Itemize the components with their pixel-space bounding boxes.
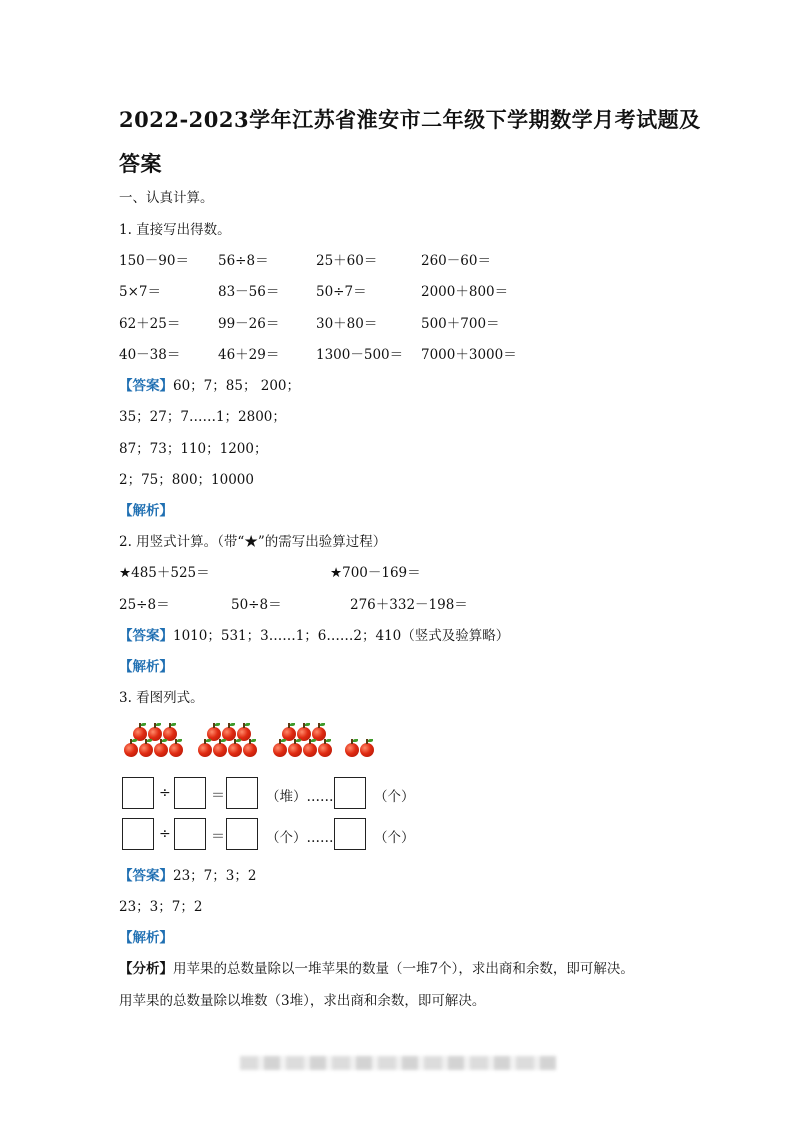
q1-item: 150－90＝ xyxy=(119,253,189,269)
unit-label: （堆）…… xyxy=(266,789,334,805)
q1-answer-line: 87；73；110；1200； xyxy=(119,441,268,457)
apple-icon xyxy=(213,743,227,757)
fenxi-tag: 【分析】 xyxy=(119,961,173,977)
analysis-tag: 【解析】 xyxy=(119,930,173,946)
equals-sign: ＝ xyxy=(211,788,225,804)
answer-box[interactable] xyxy=(334,818,366,850)
q3-heading: 3. 看图列式。 xyxy=(119,690,204,706)
q1-item: 30＋80＝ xyxy=(316,316,378,332)
blurred-footer xyxy=(240,1056,556,1070)
apple-icon xyxy=(243,743,257,757)
answer-box[interactable] xyxy=(226,818,258,850)
unit-label: （个） xyxy=(374,830,415,846)
q1-item: 260－60＝ xyxy=(421,253,491,269)
q1-item: 1300－500＝ xyxy=(316,347,404,363)
q2-answer-line xyxy=(119,624,509,644)
q1-item: 25＋60＝ xyxy=(316,253,378,269)
analysis-tag: 【解析】 xyxy=(119,503,173,519)
apple-icon xyxy=(318,743,332,757)
apple-icon xyxy=(360,743,374,757)
answer-tag: 【答案】 xyxy=(119,628,173,644)
q1-item: 50÷7＝ xyxy=(316,284,367,300)
q2-item: 50÷8＝ xyxy=(231,597,282,613)
q2-item: ★700－169＝ xyxy=(330,565,421,581)
q1-answer-line: 35；27；7……1；2800； xyxy=(119,409,286,425)
answer-box[interactable] xyxy=(122,777,154,809)
apple-icon xyxy=(169,743,183,757)
q2-item: 276＋332－198＝ xyxy=(350,597,468,613)
q1-item: 2000＋800＝ xyxy=(421,284,509,300)
q1-item: 56÷8＝ xyxy=(218,253,269,269)
apple-icon xyxy=(345,743,359,757)
q1-item: 62＋25＝ xyxy=(119,316,181,332)
apple-icon xyxy=(198,743,212,757)
answer-box[interactable] xyxy=(122,818,154,850)
section-heading: 一、认真计算。 xyxy=(119,190,214,206)
divide-sign: ÷ xyxy=(159,785,171,801)
q1-answer-line: 2；75；800；10000 xyxy=(119,472,254,488)
apple-icon xyxy=(273,743,287,757)
page-title: 2022-2023学年江苏省淮安市二年级下学期数学月考试题及 xyxy=(119,107,701,132)
q1-item: 40－38＝ xyxy=(119,347,181,363)
q1-item: 7000＋3000＝ xyxy=(421,347,517,363)
fenxi-text: 用苹果的总数量除以一堆苹果的数量（一堆7个），求出商和余数，即可解决。 xyxy=(173,961,634,977)
equals-sign: ＝ xyxy=(211,829,225,845)
apple-icon xyxy=(124,743,138,757)
q2-heading: 2. 用竖式计算。（带“★”的需写出验算过程） xyxy=(119,534,387,550)
page-title-continued: 答案 xyxy=(119,151,162,176)
apple-icon xyxy=(288,743,302,757)
q1-item: 46＋29＝ xyxy=(218,347,280,363)
q1-item: 99－26＝ xyxy=(218,316,280,332)
q1-item: 83－56＝ xyxy=(218,284,280,300)
q3-answer-line: 23；3；7；2 xyxy=(119,899,203,915)
apple-icon xyxy=(303,743,317,757)
answer-box[interactable] xyxy=(226,777,258,809)
unit-label: （个）…… xyxy=(266,830,334,846)
answer-box[interactable] xyxy=(334,777,366,809)
divide-sign: ÷ xyxy=(159,826,171,842)
q1-heading: 1. 直接写出得数。 xyxy=(119,222,231,238)
analysis-text: 用苹果的总数量除以堆数（3堆），求出商和余数，即可解决。 xyxy=(119,993,486,1009)
q1-item: 500＋700＝ xyxy=(421,316,500,332)
analysis-text xyxy=(119,957,634,977)
answer-tag: 【答案】 xyxy=(119,868,173,884)
apple-icon xyxy=(154,743,168,757)
answer-tag: 【答案】 xyxy=(119,378,173,394)
q2-item: 25÷8＝ xyxy=(119,597,170,613)
q1-answer-line xyxy=(119,374,300,394)
answer-text: 1010；531；3……1；6……2；410（竖式及验算略） xyxy=(173,628,510,644)
apple-icon xyxy=(139,743,153,757)
q2-item: ★485＋525＝ xyxy=(119,565,210,581)
answer-text: 23；7；3；2 xyxy=(173,868,257,884)
unit-label: （个） xyxy=(374,789,415,805)
q3-answer-line xyxy=(119,864,256,884)
analysis-tag: 【解析】 xyxy=(119,659,173,675)
answer-box[interactable] xyxy=(174,818,206,850)
answer-text: 60；7；85； 200； xyxy=(173,378,301,394)
answer-box[interactable] xyxy=(174,777,206,809)
q1-item: 5×7＝ xyxy=(119,284,161,300)
apple-icon xyxy=(228,743,242,757)
